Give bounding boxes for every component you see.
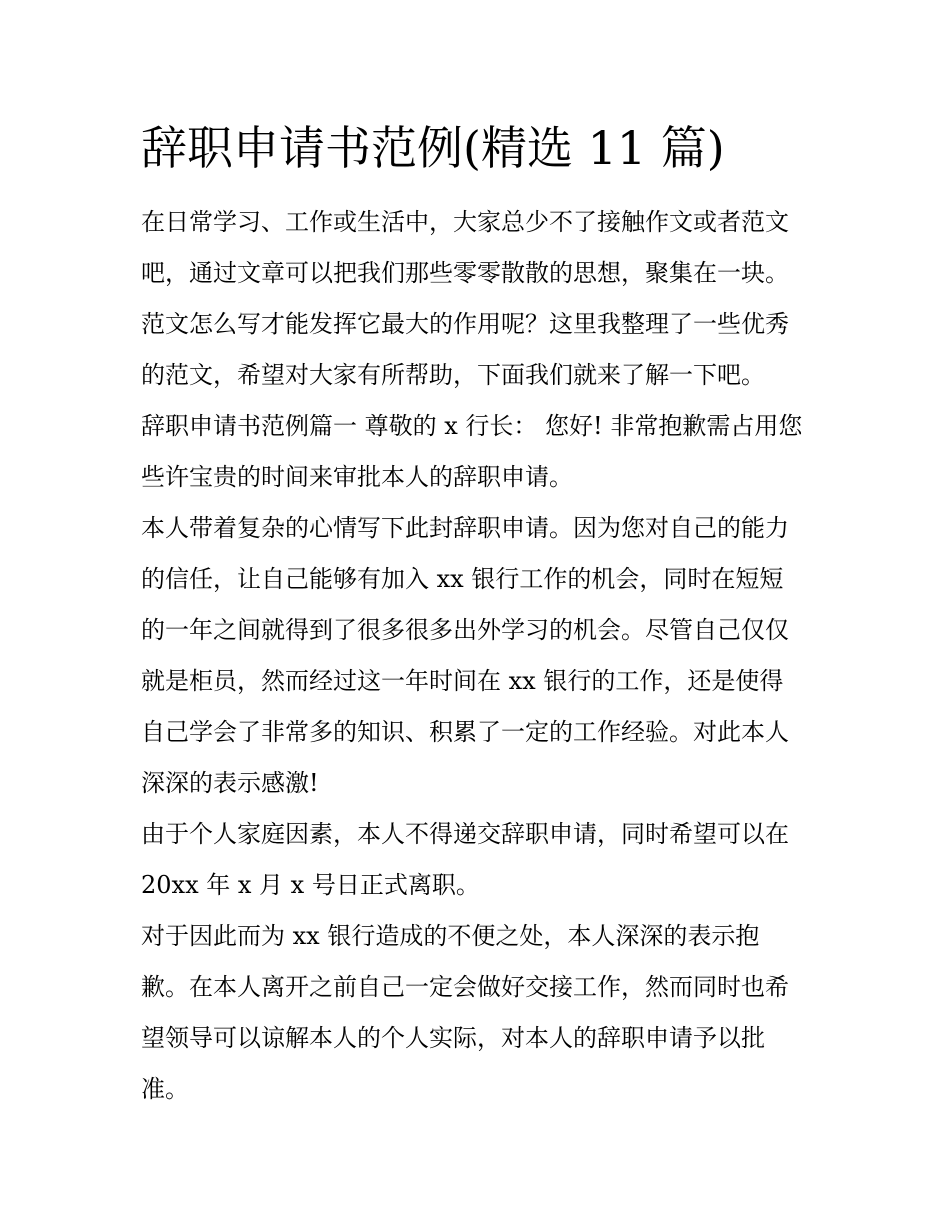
document-body bbox=[141, 197, 813, 1115]
text-line: 的范文，希望对大家有所帮助，下面我们就来了解一下吧。 bbox=[141, 361, 765, 389]
text-line: 20xx 年 x 月 x 号日正式离职。 bbox=[141, 871, 480, 899]
text-line: 些许宝贵的时间来审批本人的辞职申请。 bbox=[141, 463, 573, 491]
text-line: 望领导可以谅解本人的个人实际，对本人的辞职申请予以批 bbox=[141, 1024, 765, 1052]
text-line: 在日常学习、工作或生活中，大家总少不了接触作文或者范文 bbox=[141, 208, 789, 236]
text-line: 由于个人家庭因素，本人不得递交辞职申请，同时希望可以在 bbox=[141, 820, 789, 848]
paragraph-reason bbox=[141, 809, 813, 911]
text-line: 本人带着复杂的心情写下此封辞职申请。因为您对自己的能力 bbox=[141, 514, 789, 542]
text-line: 准。 bbox=[141, 1075, 189, 1103]
text-line: 就是柜员，然而经过这一年时间在 xx 银行的工作，还是使得 bbox=[141, 667, 784, 695]
text-line: 的信任，让自己能够有加入 xx 银行工作的机会，同时在短短 bbox=[141, 565, 784, 593]
text-line: 歉。在本人离开之前自己一定会做好交接工作，然而同时也希 bbox=[141, 973, 789, 1001]
paragraph-intro bbox=[141, 197, 813, 401]
text-line: 辞职申请书范例篇一 尊敬的 x 行长： 您好! 非常抱歉需占用您 bbox=[141, 412, 803, 440]
text-line: 自己学会了非常多的知识、积累了一定的工作经验。对此本人 bbox=[141, 718, 789, 746]
text-line: 对于因此而为 xx 银行造成的不便之处，本人深深的表示抱 bbox=[141, 922, 760, 950]
document-title: 辞职申请书范例(精选 11 篇) bbox=[141, 121, 725, 175]
text-line: 吧，通过文章可以把我们那些零零散散的思想，聚集在一块。 bbox=[141, 259, 789, 287]
text-line: 范文怎么写才能发挥它最大的作用呢？这里我整理了一些优秀 bbox=[141, 310, 789, 338]
paragraph-apology bbox=[141, 911, 813, 1115]
text-line: 深深的表示感激! bbox=[141, 769, 319, 797]
paragraph-greeting bbox=[141, 401, 813, 503]
text-line: 的一年之间就得到了很多很多出外学习的机会。尽管自己仅仅 bbox=[141, 616, 789, 644]
paragraph-gratitude bbox=[141, 503, 813, 809]
